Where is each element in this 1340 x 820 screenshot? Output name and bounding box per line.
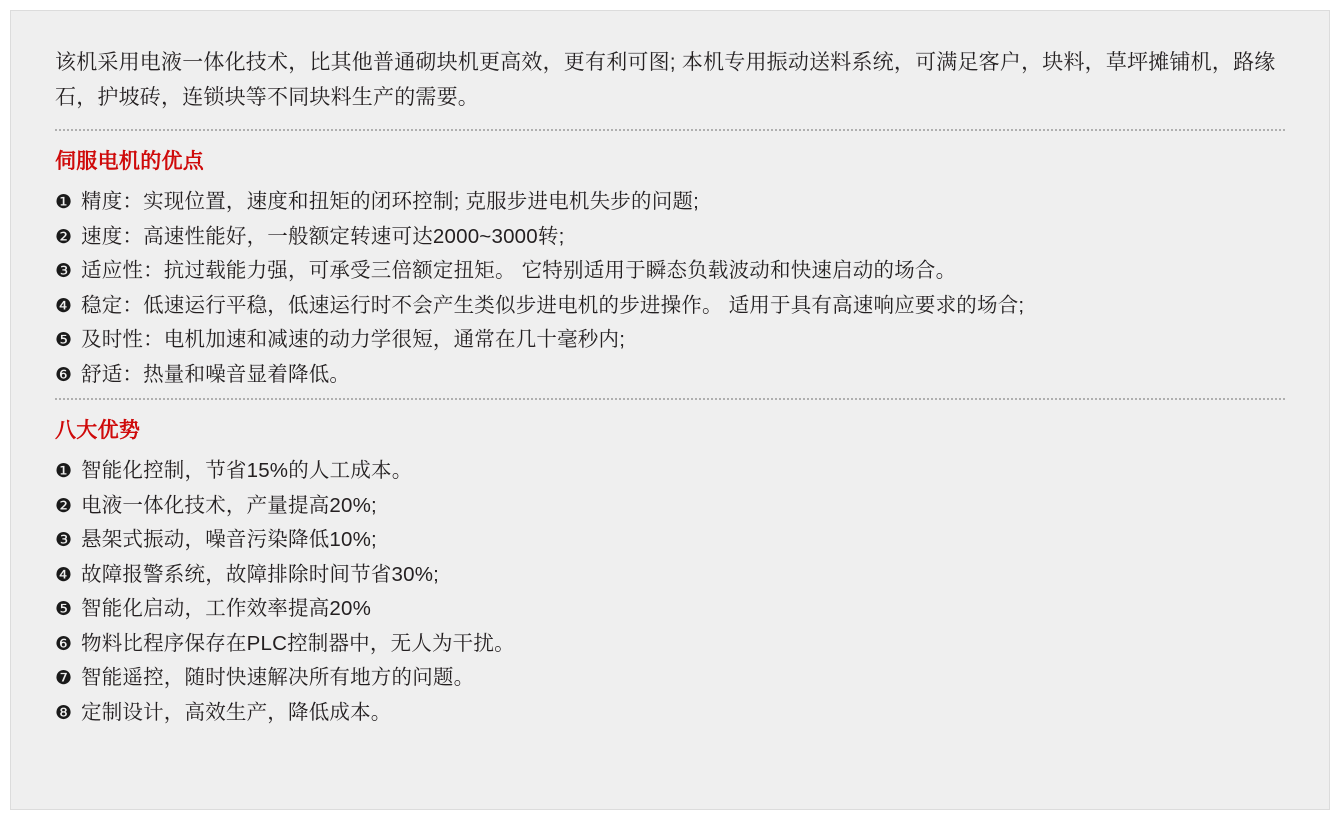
list-item-label: 智能化控制，节省15%的人工成本。	[81, 459, 413, 482]
list-marker-icon: ❹	[55, 294, 73, 317]
list-item	[55, 220, 1285, 255]
list-item-label: 精度：实现位置，速度和扭矩的闭环控制; 克服步进电机失步的问题;	[81, 190, 699, 213]
list-marker-icon: ❸	[55, 260, 73, 282]
list-marker-icon: ❺	[55, 598, 73, 620]
list-item	[55, 454, 1285, 489]
list-item	[55, 592, 1285, 627]
list-marker-icon: ❹	[55, 563, 73, 586]
section-divider-2	[55, 398, 1285, 400]
list-item-label: 故障报警系统，故障排除时间节省30%;	[81, 562, 440, 586]
list-item-label: 适应性：抗过载能力强，可承受三倍额定扭矩。 它特别适用于瞬态负载波动和快速启动的场合。	[81, 259, 957, 282]
list-marker-icon: ❺	[55, 329, 73, 351]
list-item-label: 电液一体化技术，产量提高20%;	[81, 493, 377, 517]
list-item	[55, 661, 1285, 696]
list-marker-icon: ❶	[55, 191, 73, 213]
list-item-label: 物料比程序保存在PLC控制器中，无人为干扰。	[81, 631, 515, 655]
list-item	[55, 289, 1285, 324]
list-item-label: 定制设计，高效生产，降低成本。	[81, 700, 392, 724]
list-item	[55, 627, 1285, 662]
section-servo-advantages	[55, 147, 1285, 392]
list-marker-icon: ❷	[55, 225, 73, 248]
section-title: 八大优势	[55, 419, 141, 442]
list-marker-icon: ❼	[55, 667, 73, 689]
section-eight-advantages	[55, 416, 1285, 730]
list-marker-icon: ❸	[55, 529, 73, 551]
list-eight-advantages	[55, 454, 1285, 730]
list-servo-advantages	[55, 185, 1285, 392]
intro-paragraph: 该机采用电液一体化技术，比其他普通砌块机更高效，更有利可图; 本机专用振动送料系统，可满足客户，块料，草坪摊铺机，路缘石，护坡砖，连锁块等不同块料生产的需要。	[55, 51, 1276, 109]
list-item	[55, 489, 1285, 524]
list-marker-icon: ❽	[55, 701, 73, 724]
list-item	[55, 185, 1285, 220]
list-marker-icon: ❶	[55, 460, 73, 482]
list-item	[55, 696, 1285, 731]
section-divider-1	[55, 129, 1285, 131]
list-item-label: 速度：高速性能好，一般额定转速可达2000~3000转;	[81, 224, 565, 248]
list-marker-icon: ❷	[55, 494, 73, 517]
list-item	[55, 323, 1285, 358]
list-item	[55, 523, 1285, 558]
content-panel	[10, 10, 1330, 810]
section-title: 伺服电机的优点	[55, 150, 205, 173]
list-marker-icon: ❻	[55, 363, 73, 386]
list-item	[55, 254, 1285, 289]
list-item-label: 及时性：电机加速和减速的动力学很短，通常在几十毫秒内;	[81, 328, 626, 351]
list-marker-icon: ❻	[55, 632, 73, 655]
list-item-label: 舒适：热量和噪音显着降低。	[81, 362, 351, 386]
list-item-label: 智能化启动，工作效率提高20%	[81, 597, 372, 620]
list-item	[55, 358, 1285, 393]
list-item-label: 悬架式振动，噪音污染降低10%;	[81, 528, 377, 551]
list-item-label: 智能遥控，随时快速解决所有地方的问题。	[81, 666, 475, 689]
list-item-label: 稳定：低速运行平稳，低速运行时不会产生类似步进电机的步进操作。 适用于具有高速响应要求的场合;	[81, 293, 1025, 317]
list-item	[55, 558, 1285, 593]
